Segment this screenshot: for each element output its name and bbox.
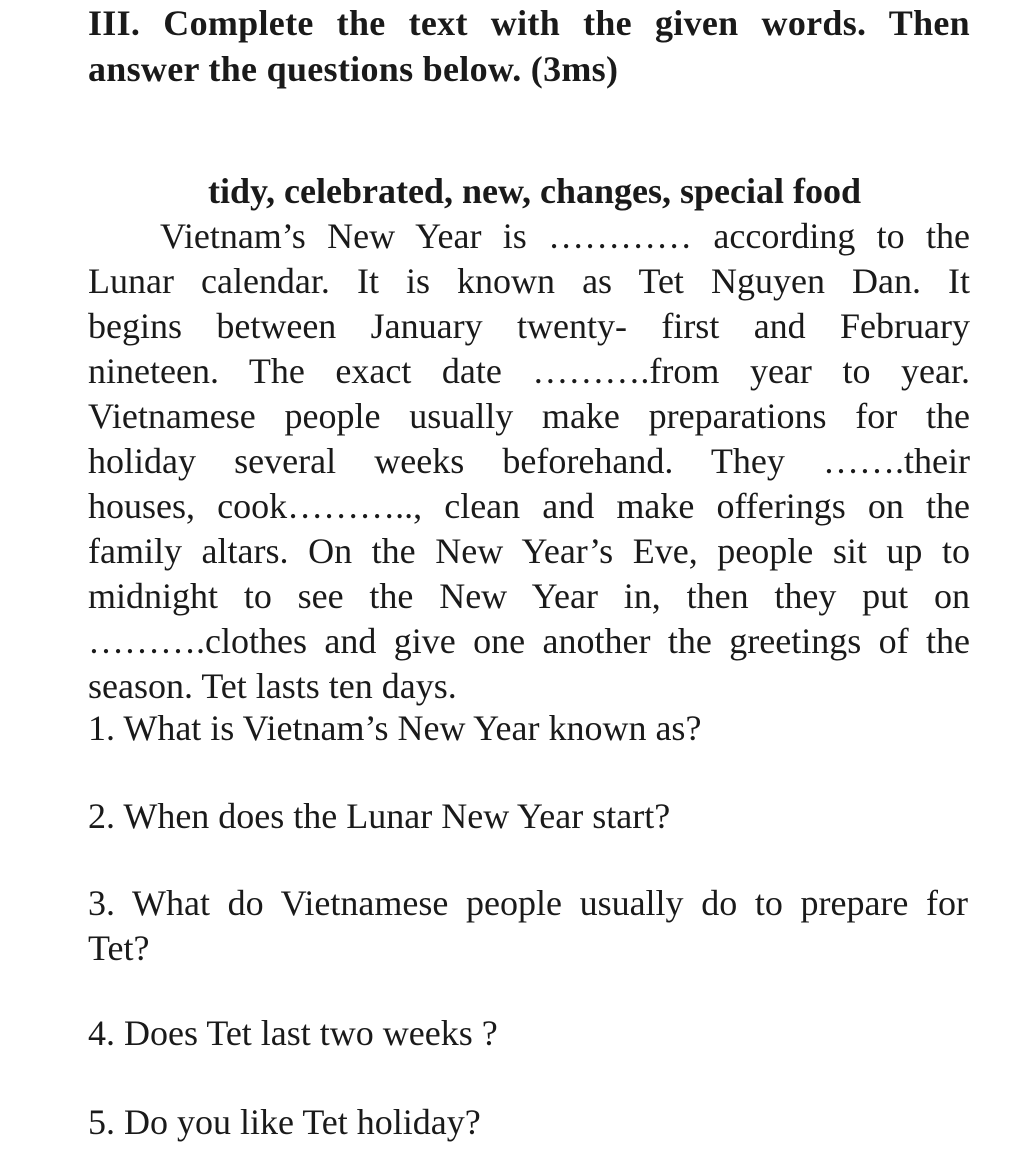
- passage-line: begins between January twenty- first and February: [88, 306, 970, 346]
- question-5: 5. Do you like Tet holiday?: [88, 1102, 481, 1142]
- passage-line: holiday several weeks beforehand. They …….their: [88, 441, 970, 481]
- exercise-heading: [88, 0, 970, 92]
- passage-line: Vietnamese people usually make preparations for the: [88, 396, 970, 436]
- question-1: 1. What is Vietnam’s New Year known as?: [88, 708, 702, 748]
- word-bank: tidy, celebrated, new, changes, special food: [208, 171, 861, 211]
- question-2: 2. When does the Lunar New Year start?: [88, 796, 671, 836]
- passage-line: family altars. On the New Year’s Eve, people sit up to: [88, 531, 970, 571]
- question-4: 4. Does Tet last two weeks ?: [88, 1013, 498, 1053]
- passage-line: houses, cook……….., clean and make offerings on the: [88, 486, 970, 526]
- passage-text: [88, 214, 970, 709]
- question-3-line-2: Tet?: [88, 928, 150, 968]
- passage-line: Lunar calendar. It is known as Tet Nguyen Dan. It: [88, 261, 970, 301]
- passage-line: midnight to see the New Year in, then they put on: [88, 576, 970, 616]
- passage-line: nineteen. The exact date ……….from year to year.: [88, 351, 970, 391]
- worksheet-page: [88, 0, 970, 1142]
- question-3-line-1: 3. What do Vietnamese people usually do to prepare for: [88, 883, 968, 923]
- heading-line-1: III. Complete the text with the given words. Then: [88, 3, 970, 43]
- passage-line: Vietnam’s New Year is ………… according to the: [160, 216, 970, 256]
- question-3: [88, 881, 968, 971]
- passage-line: ……….clothes and give one another the greetings of the: [88, 621, 970, 661]
- heading-line-2: answer the questions below. (3ms): [88, 49, 619, 89]
- passage-line: season. Tet lasts ten days.: [88, 666, 457, 706]
